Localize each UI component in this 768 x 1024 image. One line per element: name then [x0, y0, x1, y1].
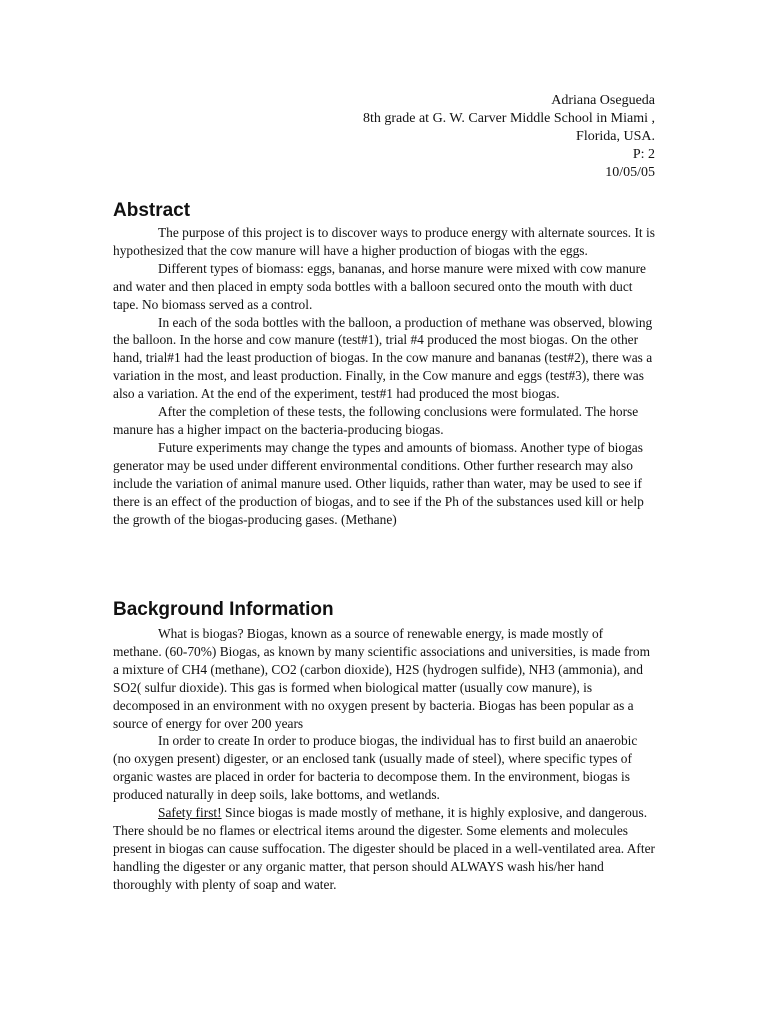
class-period: P: 2: [632, 147, 655, 162]
author-header: [363, 92, 655, 182]
background-paragraph: What is biogas? Biogas, known as a source of renewable energy, is made mostly of methane. (60-70%) Biogas, as known by many scientific associations and universities, is made from a mixture of CH4 (methane), CO2 (carbon dioxide), H2S (hydrogen sulfide), NH3 (ammonia), and SO2( sulfur dioxide). This gas is formed when biological matter (usually cow manure), is decomposed in an environment with no oxygen present by bacteria. Biogas has been popular as a source of energy for over 200 years: [113, 626, 650, 731]
abstract-body: [113, 224, 655, 528]
school-line-1: 8th grade at G. W. Carver Middle School in Miami ,: [362, 111, 655, 126]
abstract-heading: Abstract: [113, 200, 191, 221]
school-line-2: Florida, USA.: [576, 129, 655, 144]
safety-first-label: Safety first!: [158, 805, 222, 821]
document-date: 10/05/05: [605, 165, 655, 180]
safety-paragraph: [113, 804, 655, 894]
abstract-paragraph: The purpose of this project is to discover ways to produce energy with alternate sources. It is hypothesized that the cow manure will have a higher production of biogas with the eggs.: [113, 225, 655, 258]
safety-text: Since biogas is made mostly of methane, it is highly explosive, and dangerous. There should be no flames or electrical items around the digester. Some elements and molecules present in biogas can cause suffocation. The digester should be placed in a well-ventilated area. After handling the digester or any organic matter, that person should ALWAYS wash his/her hand thoroughly with plenty of soap and water.: [113, 805, 655, 892]
author-name: Adriana Osegueda: [551, 93, 655, 108]
abstract-paragraph: Future experiments may change the types and amounts of biomass. Another type of biogas generator may be used under different environmental conditions. Other further research may also include the variation of animal manure used. Other liquids, rather than water, may be used to see if there is an effect of the production of biogas, and to see if the Ph of the substances used kill or help the growth of the biogas-producing gases. (Methane): [113, 439, 644, 527]
background-body: [113, 625, 655, 894]
background-paragraph: In order to create In order to produce biogas, the individual has to first build an anaerobic (no oxygen present) digester, or an enclosed tank (usually made of steel), where specific types of organic wastes are placed in order for bacteria to decompose them. In the environment, biogas is produced naturally in deep soils, lake bottoms, and wetlands.: [113, 733, 638, 803]
abstract-paragraph: Different types of biomass: eggs, bananas, and horse manure were mixed with cow manure and water and then placed in empty soda bottles with a balloon secured onto the mouth with duct tape. No biomass served as a control.: [113, 260, 646, 312]
abstract-paragraph: After the completion of these tests, the following conclusions were formulated. The horse manure has a higher impact on the bacteria-producing biogas.: [113, 404, 639, 437]
background-heading: Background Information: [113, 599, 334, 620]
abstract-paragraph: In each of the soda bottles with the balloon, a production of methane was observed, blowing the balloon. In the horse and cow manure (test#1), trial #4 produced the most biogas. On the other hand, trial#1 had the least production of biogas. In the cow manure and bananas (test#2), there was a variation in the most, and least production. Finally, in the Cow manure and eggs (test#3), there was also a variation. At the end of the experiment, test#1 had produced the most biogas.: [113, 314, 653, 402]
